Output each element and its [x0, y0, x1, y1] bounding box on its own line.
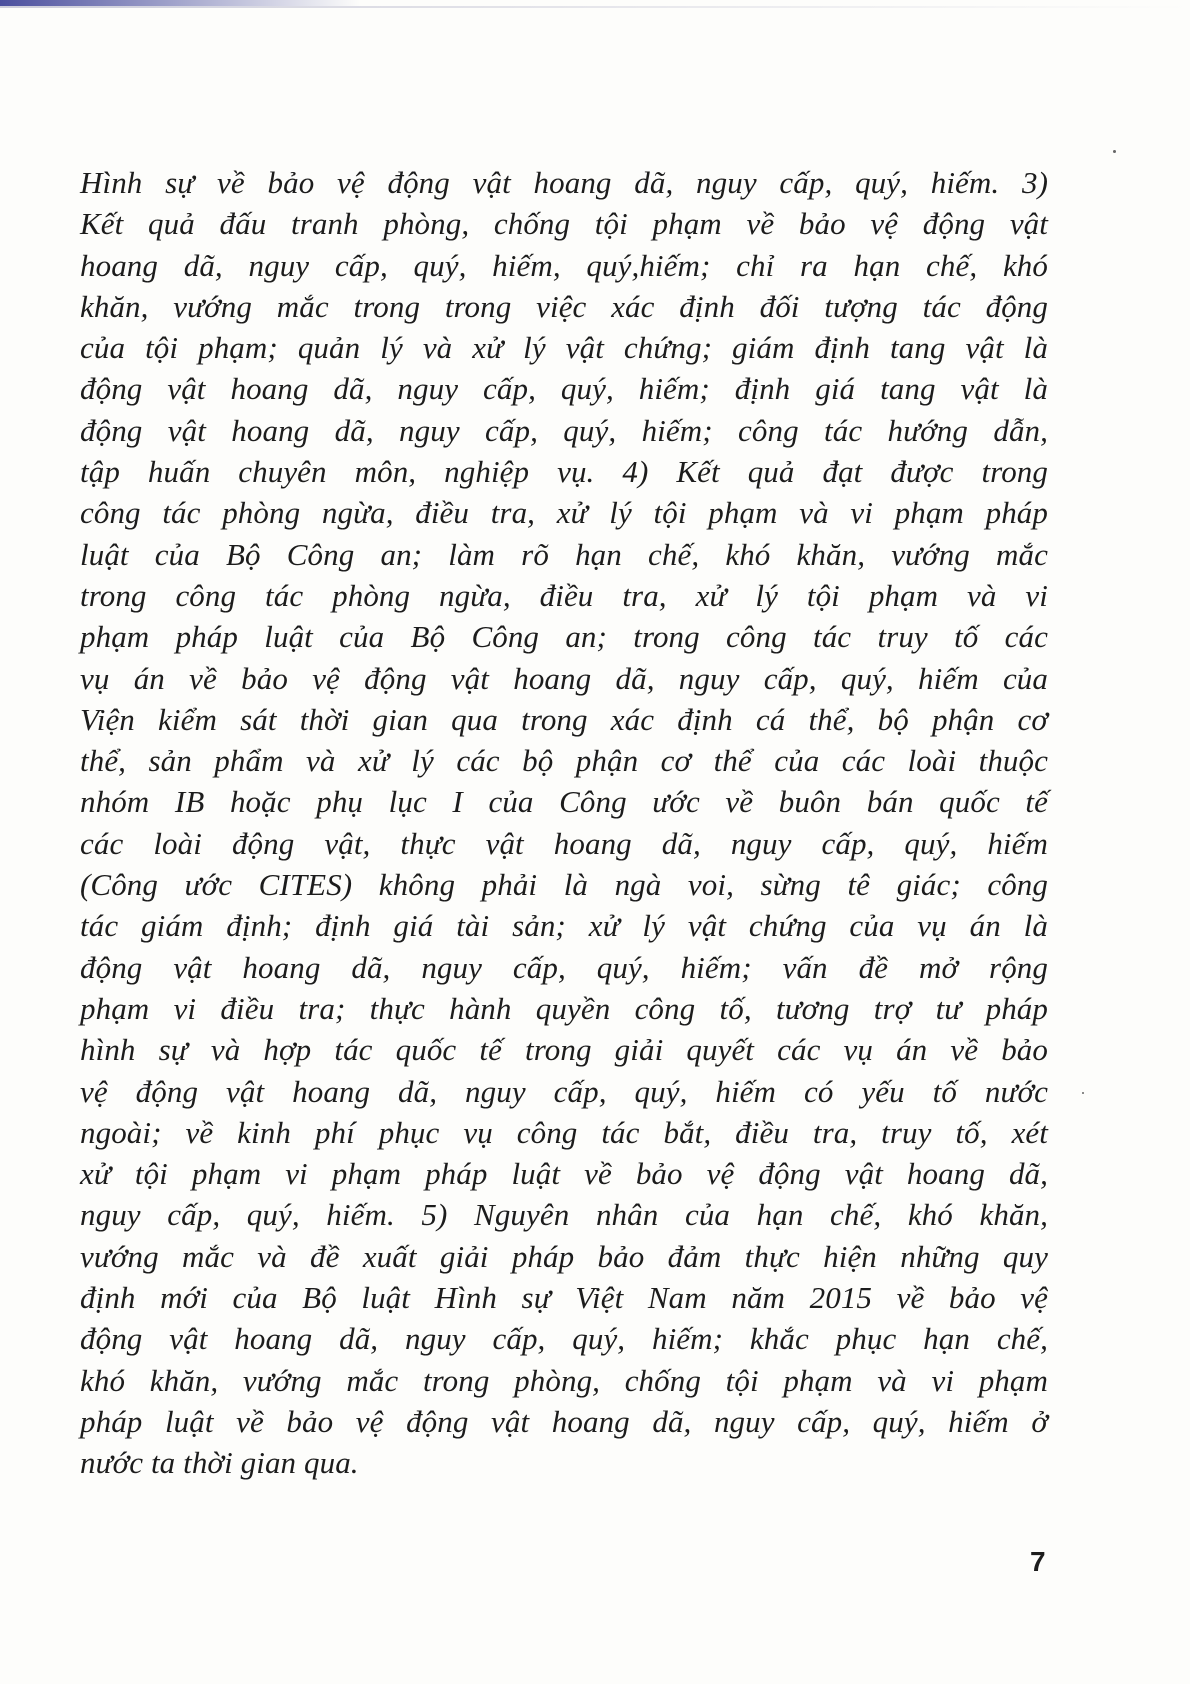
page-number: 7 [1030, 1546, 1046, 1577]
text-line: động vật hoang dã, nguy cấp, quý, hiếm; khắc phục hạn chế, [80, 1321, 1048, 1357]
text-line: nhóm IB hoặc phụ lục I của Công ước về buôn bán quốc tế [80, 784, 1048, 820]
text-line: Viện kiểm sát thời gian qua trong xác định cá thể, bộ phận cơ [80, 701, 1048, 737]
scan-speck [1113, 150, 1116, 153]
text-line: phạm pháp luật của Bộ Công an; trong công tác truy tố các [80, 619, 1048, 655]
text-line: vệ động vật hoang dã, nguy cấp, quý, hiếm có yếu tố nước [80, 1073, 1048, 1109]
text-line: tập huấn chuyên môn, nghiệp vụ. 4) Kết quả đạt được trong [80, 454, 1048, 490]
text-line: động vật hoang dã, nguy cấp, quý, hiếm; công tác hướng dẫn, [80, 412, 1048, 448]
text-line: tác giám định; định giá tài sản; xử lý vật chứng của vụ án là [80, 908, 1048, 944]
text-line: khó khăn, vướng mắc trong phòng, chống tội phạm và vi phạm [80, 1362, 1048, 1398]
text-line: (Công ước CITES) không phải là ngà voi, sừng tê giác; công [80, 867, 1048, 903]
text-line: Kết quả đấu tranh phòng, chống tội phạm về bảo vệ động vật [80, 206, 1048, 242]
text-line: phạm vi điều tra; thực hành quyền công tố, tương trợ tư pháp [80, 990, 1048, 1026]
text-line: nước ta thời gian qua. [80, 1445, 359, 1481]
text-line: trong công tác phòng ngừa, điều tra, xử lý tội phạm và vi [80, 577, 1048, 613]
text-line: luật của Bộ Công an; làm rõ hạn chế, khó khăn, vướng mắc [80, 536, 1048, 572]
text-line: vụ án về bảo vệ động vật hoang dã, nguy cấp, quý, hiếm của [80, 660, 1048, 696]
text-line: động vật hoang dã, nguy cấp, quý, hiếm; vấn đề mở rộng [80, 949, 1048, 985]
text-line: định mới của Bộ luật Hình sự Việt Nam năm 2015 về bảo vệ [80, 1280, 1048, 1316]
text-line: pháp luật về bảo vệ động vật hoang dã, nguy cấp, quý, hiếm ở [80, 1403, 1048, 1439]
text-line: Hình sự về bảo vệ động vật hoang dã, nguy cấp, quý, hiếm. 3) [80, 165, 1048, 200]
text-line: công tác phòng ngừa, điều tra, xử lý tội phạm và vi phạm pháp [80, 495, 1048, 531]
text-line: nguy cấp, quý, hiếm. 5) Nguyên nhân của hạn chế, khó khăn, [80, 1197, 1048, 1233]
text-line: thể, sản phẩm và xử lý các bộ phận cơ thể của các loài thuộc [80, 743, 1048, 779]
text-line: xử tội phạm vi phạm pháp luật về bảo vệ động vật hoang dã, [80, 1156, 1048, 1192]
text-line: vướng mắc và đề xuất giải pháp bảo đảm thực hiện những quy [80, 1238, 1048, 1274]
text-line: hình sự và hợp tác quốc tế trong giải quyết các vụ án về bảo [80, 1032, 1048, 1068]
scan-speck [1082, 1092, 1084, 1094]
text-line: khăn, vướng mắc trong trong việc xác định đối tượng tác động [80, 288, 1048, 324]
text-line: của tội phạm; quản lý và xử lý vật chứng; giám định tang vật là [80, 330, 1048, 366]
page-body-text [80, 162, 1048, 1484]
scan-edge-line [0, 6, 1190, 8]
text-line: ngoài; về kinh phí phục vụ công tác bắt, điều tra, truy tố, xét [80, 1114, 1048, 1150]
text-line: động vật hoang dã, nguy cấp, quý, hiếm; định giá tang vật là [80, 371, 1048, 407]
text-line: các loài động vật, thực vật hoang dã, nguy cấp, quý, hiếm [80, 825, 1048, 861]
text-line: hoang dã, nguy cấp, quý, hiếm, quý,hiếm; chỉ ra hạn chế, khó [80, 247, 1048, 283]
